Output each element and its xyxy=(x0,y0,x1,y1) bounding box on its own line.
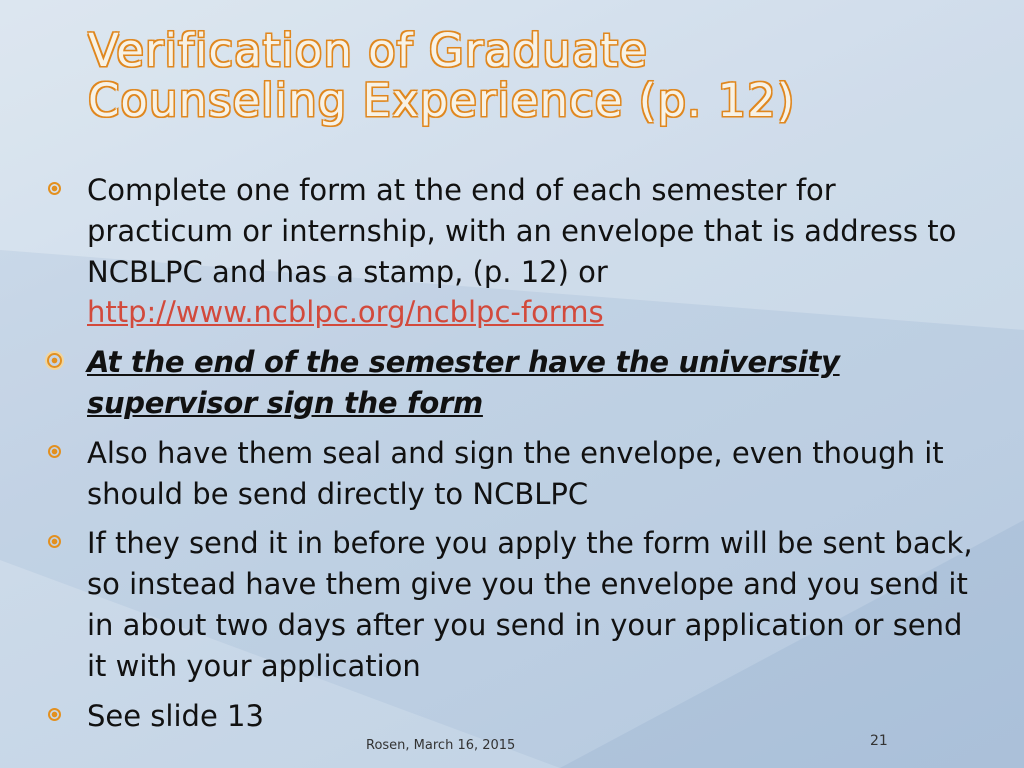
bullet-text: See slide 13 xyxy=(87,698,264,733)
circle-dot-bullet-icon xyxy=(47,353,62,368)
bullet-list xyxy=(40,170,990,745)
bullet-item-form-per-semester xyxy=(40,170,990,333)
circle-dot-bullet-icon xyxy=(48,708,61,721)
slide-title xyxy=(88,26,988,126)
bullet-text: Also have them seal and sign the envelope, even though it should be send directly to NCBLPC xyxy=(87,435,944,511)
circle-dot-bullet-icon xyxy=(48,182,61,195)
ncblpc-forms-link[interactable]: http://www.ncblpc.org/ncblpc-forms xyxy=(87,295,604,330)
bullet-item-seal-envelope xyxy=(40,433,990,515)
footer-date: Rosen, March 16, 2015 xyxy=(366,738,516,753)
bullet-item-see-slide xyxy=(40,696,990,737)
bullet-text: At the end of the semester have the university supervisor sign the form xyxy=(87,345,840,420)
slide-title-line-2: Counseling Experience (p. 12) xyxy=(88,74,796,127)
circle-dot-bullet-icon xyxy=(48,535,61,548)
circle-dot-bullet-icon xyxy=(48,445,61,458)
bullet-text: If they send it in before you apply the form will be sent back, so instead have them give you the envelope and you send it in about two days after you send in your application or send it with your application xyxy=(87,526,973,683)
bullet-body: Complete one form at the end of each semester for practicum or internship, with an envelope that is address to NCBLPC and has a stamp, (p. 12) or xyxy=(87,173,957,289)
slide-title-line-1: Verification of Graduate xyxy=(88,24,648,77)
page-number: 21 xyxy=(870,733,888,749)
bullet-item-supervisor-sign xyxy=(40,342,990,424)
bullet-text xyxy=(87,170,990,333)
bullet-item-send-timing xyxy=(40,523,990,686)
